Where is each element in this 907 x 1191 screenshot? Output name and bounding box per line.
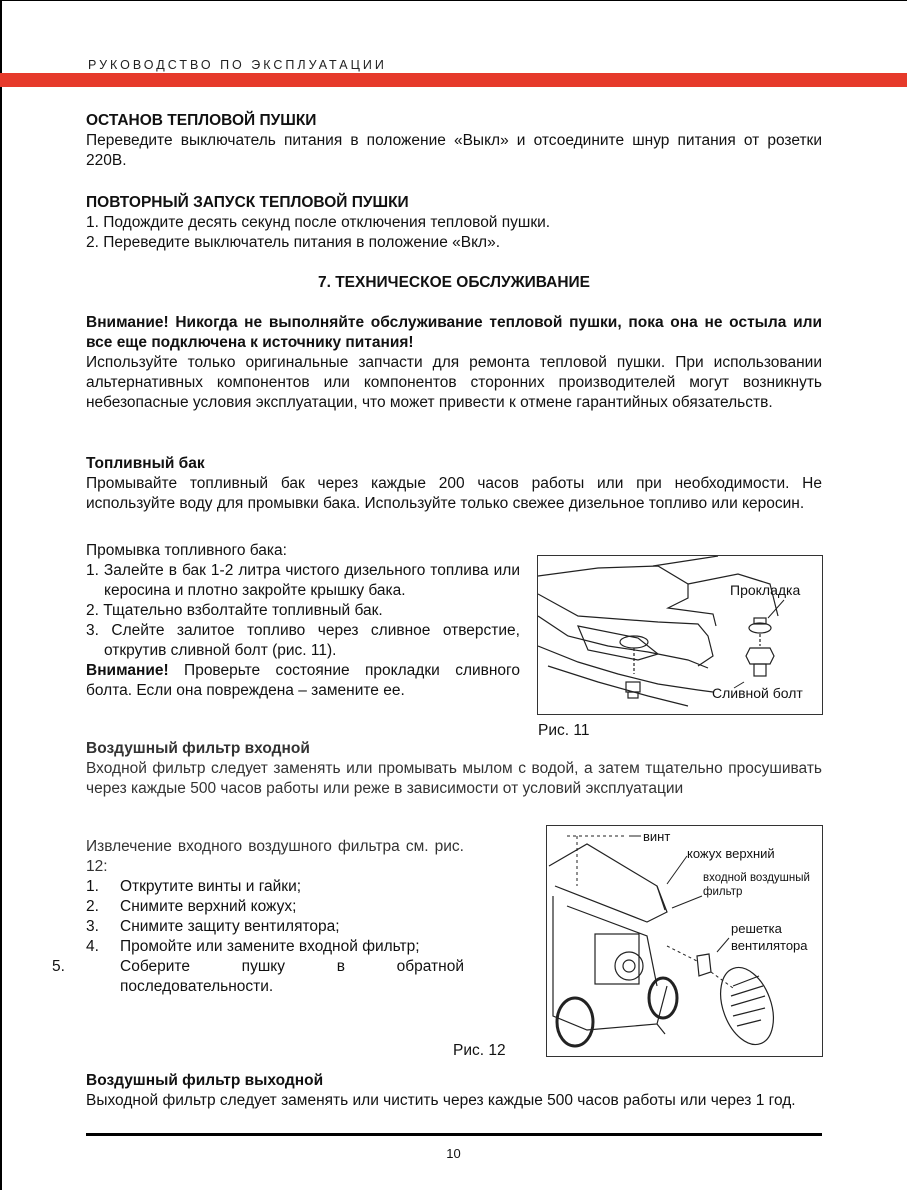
heater-exploded-drawing <box>547 826 822 1056</box>
fig11-label-gasket: Прокладка <box>730 582 801 598</box>
fuel-flush-intro: Промывка топливного бака: <box>86 542 287 559</box>
stop-title: ОСТАНОВ ТЕПЛОВОЙ ПУШКИ <box>86 112 317 129</box>
header-band <box>0 73 907 87</box>
fig12-label-cover: кожух верхний <box>687 846 775 861</box>
fig12-label-filter-1: входной воздушный <box>703 872 810 884</box>
intake-step-4-text: Промойте или замените входной фильтр; <box>120 938 420 955</box>
restart-section <box>86 193 822 253</box>
restart-step-2: 2. Переведите выключатель питания в положение «Вкл». <box>86 234 501 251</box>
fuel-flush-warning-text: Проверьте состояние прокладки сливного болта. Если она повреждена – замените ее. <box>86 662 520 699</box>
intake-filter-title: Воздушный фильтр входной <box>86 740 310 757</box>
fig11-label-bolt: Сливной болт <box>712 685 803 701</box>
page-number: 10 <box>446 1146 461 1161</box>
intake-step-3-num: 3. <box>86 918 99 935</box>
fuel-tank-drawing <box>538 556 822 714</box>
intake-step-2-num: 2. <box>86 898 99 915</box>
intake-step-4 <box>86 937 464 957</box>
stop-text: Переведите выключатель питания в положение «Выкл» и отсоедините шнур питания от розетки 220В. <box>86 132 822 169</box>
fig12-caption: Рис. 12 <box>453 1042 506 1059</box>
intake-step-2-text: Снимите верхний кожух; <box>120 898 297 915</box>
intake-step-4-num: 4. <box>86 938 99 955</box>
figure-12 <box>546 825 823 1057</box>
footer-rule <box>86 1133 822 1136</box>
intake-step-5-text: Соберите пушку в обратной последовательности. <box>120 958 464 995</box>
fuel-flush-steps <box>86 541 520 701</box>
header-title: РУКОВОДСТВО ПО ЭКСПЛУАТАЦИИ <box>88 58 387 72</box>
figure-11 <box>537 555 823 715</box>
intake-step-3-text: Снимите защиту вентилятора; <box>120 918 340 935</box>
intake-filter-section <box>86 739 822 799</box>
maintenance-title: 7. ТЕХНИЧЕСКОЕ ОБСЛУЖИВАНИЕ <box>317 274 591 291</box>
fuel-flush-warning-label: Внимание! <box>86 662 169 679</box>
intake-step-5 <box>52 957 464 997</box>
output-filter-title: Воздушный фильтр выходной <box>86 1072 324 1089</box>
output-filter-text: Выходной фильтр следует заменять или чистить через каждые 500 часов работы или через 1 год. <box>86 1092 796 1109</box>
stop-section <box>86 111 822 171</box>
intake-step-3 <box>86 917 464 937</box>
intake-step-1-text: Открутите винты и гайки; <box>120 878 302 895</box>
maintenance-warning: Внимание! Никогда не выполняйте обслуживание тепловой пушки, пока она не остыла или все еще подключена к источнику питания! <box>86 314 822 351</box>
fig12-label-screw: винт <box>643 829 671 844</box>
fuel-flush-step-2: 2. Тщательно взболтайте топливный бак. <box>86 602 383 619</box>
intake-step-1-num: 1. <box>86 878 99 895</box>
fig12-label-grille-1: решетка <box>731 921 782 936</box>
fig11-caption: Рис. 11 <box>538 722 590 739</box>
output-filter-section <box>86 1071 822 1111</box>
intake-step-1 <box>86 877 464 897</box>
restart-title: ПОВТОРНЫЙ ЗАПУСК ТЕПЛОВОЙ ПУШКИ <box>86 194 409 211</box>
fuel-tank-section <box>86 454 822 514</box>
intake-filter-intro: Извлечение входного воздушного фильтра см. рис. 12: <box>86 838 464 875</box>
maintenance-text: Используйте только оригинальные запчасти для ремонта тепловой пушки. При использовании альтернативных компонентов или компонентов сторонних производителей могут возникнуть небезопасные условия эксплуатации, что может привести к отмене гарантийных обязательств. <box>86 354 822 411</box>
intake-step-5-num: 5. <box>52 958 65 975</box>
fuel-flush-warning <box>86 661 520 701</box>
fuel-flush-step-1: 1. Залейте в бак 1-2 литра чистого дизельного топлива или керосина и плотно закройте крышку бака. <box>86 562 520 599</box>
intake-filter-steps <box>52 837 464 997</box>
fuel-tank-title: Топливный бак <box>86 455 205 472</box>
fig12-label-filter-2: фильтр <box>703 886 743 898</box>
fuel-flush-step-3: 3. Слейте залитое топливо через сливное отверстие, открутив сливной болт (рис. 11). <box>86 622 520 659</box>
maintenance-section <box>86 313 822 413</box>
fuel-tank-text: Промывайте топливный бак через каждые 200 часов работы или при необходимости. Не используйте воду для промывки бака. Используйте только свежее дизельное топливо или керосин. <box>86 475 822 512</box>
fig12-label-grille-2: вентилятора <box>731 938 808 953</box>
intake-filter-text: Входной фильтр следует заменять или промывать мылом с водой, а затем тщательно просушивать через каждые 500 часов работы или реже в зависимости от условий эксплуатации <box>86 760 822 797</box>
restart-step-1: 1. Подождите десять секунд после отключения тепловой пушки. <box>86 214 551 231</box>
intake-step-2 <box>86 897 464 917</box>
